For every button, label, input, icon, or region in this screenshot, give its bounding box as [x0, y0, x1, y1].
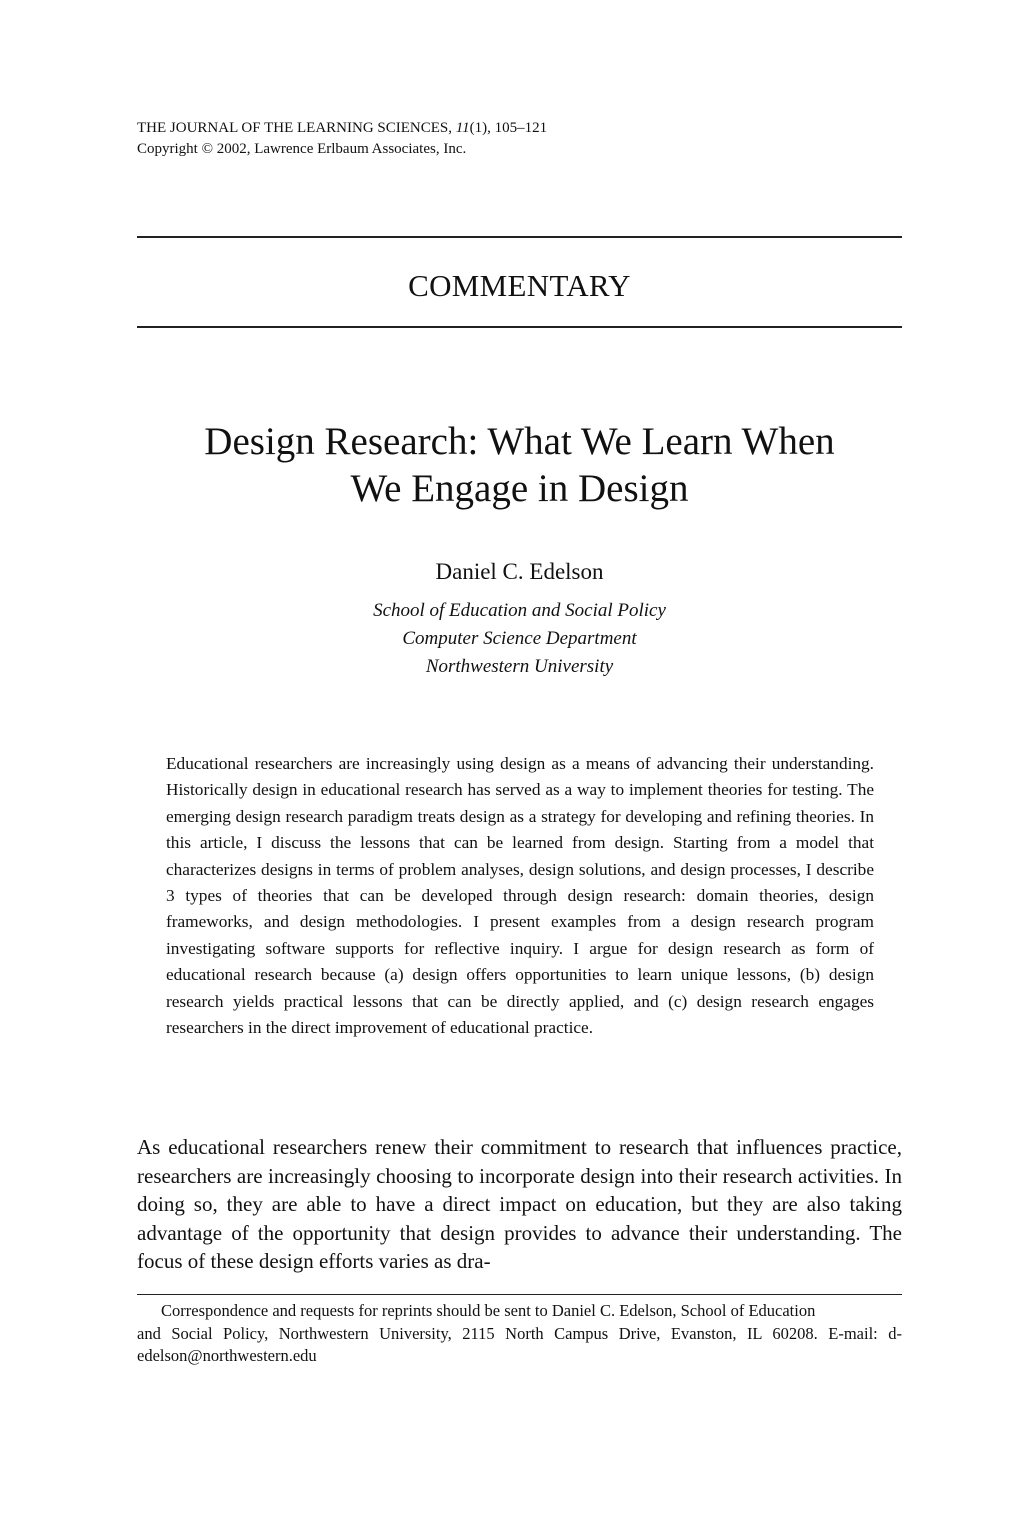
affiliation-university: Northwestern University [425, 656, 614, 677]
footnote-rule [137, 1294, 902, 1295]
section-label: COMMENTARY [408, 268, 631, 303]
journal-issue-pages: (1), 105–121 [469, 120, 548, 136]
footnote [137, 1300, 902, 1368]
footnote-line-1: Correspondence and requests for reprints should be sent to Daniel C. Edelson, School of Education [161, 1301, 816, 1320]
journal-volume: 11 [455, 120, 470, 136]
title-line-2: We Engage in Design [350, 467, 689, 510]
journal-name: THE JOURNAL OF THE LEARNING SCIENCES, [137, 120, 456, 136]
author-name: Daniel C. Edelson [435, 559, 604, 584]
journal-header [137, 118, 547, 160]
footnote-rest: and Social Policy, Northwestern University, 2115 North Campus Drive, Evanston, IL 60208. E-mail: d-edelson@northwestern.edu [137, 1323, 902, 1365]
copyright-notice: Copyright © 2002, Lawrence Erlbaum Associates, Inc. [137, 141, 467, 157]
affiliation-department: Computer Science Department [402, 628, 637, 649]
abstract: Educational researchers are increasingly using design as a means of advancing their understanding. Historically design in educational research has served as a way to implement theories for testing. The emerging design research paradigm treats design as a strategy for developing and refining theories. In this article, I discuss the lessons that can be learned from design. Starting from a model that characterizes designs in terms of problem analyses, design solutions, and design processes, I describe 3 types of theories that can be developed through design research: domain theories, design frameworks, and design methodologies. I present examples from a design research program investigating software supports for reflective inquiry. I argue for design research as form of educational research because (a) design offers opportunities to learn unique lessons, (b) design research yields practical lessons that can be directly applied, and (c) design research engages researchers in the direct improvement of educational practice. [166, 754, 874, 1038]
bottom-rule [137, 326, 902, 328]
affiliation-school: School of Education and Social Policy [373, 600, 666, 621]
body-paragraph: As educational researchers renew their commitment to research that influences practice, researchers are increasingly choosing to incorporate design into their research activities. In doing so, they are able to have a direct impact on education, but they are also taking advantage of the opportunity that design provides to advance their understanding. The focus of these design efforts varies as dra- [137, 1135, 902, 1273]
top-rule [137, 236, 902, 238]
title-line-1: Design Research: What We Learn When [204, 420, 835, 463]
affiliations [137, 597, 902, 681]
article-title [137, 418, 902, 512]
journal-citation [137, 118, 547, 139]
